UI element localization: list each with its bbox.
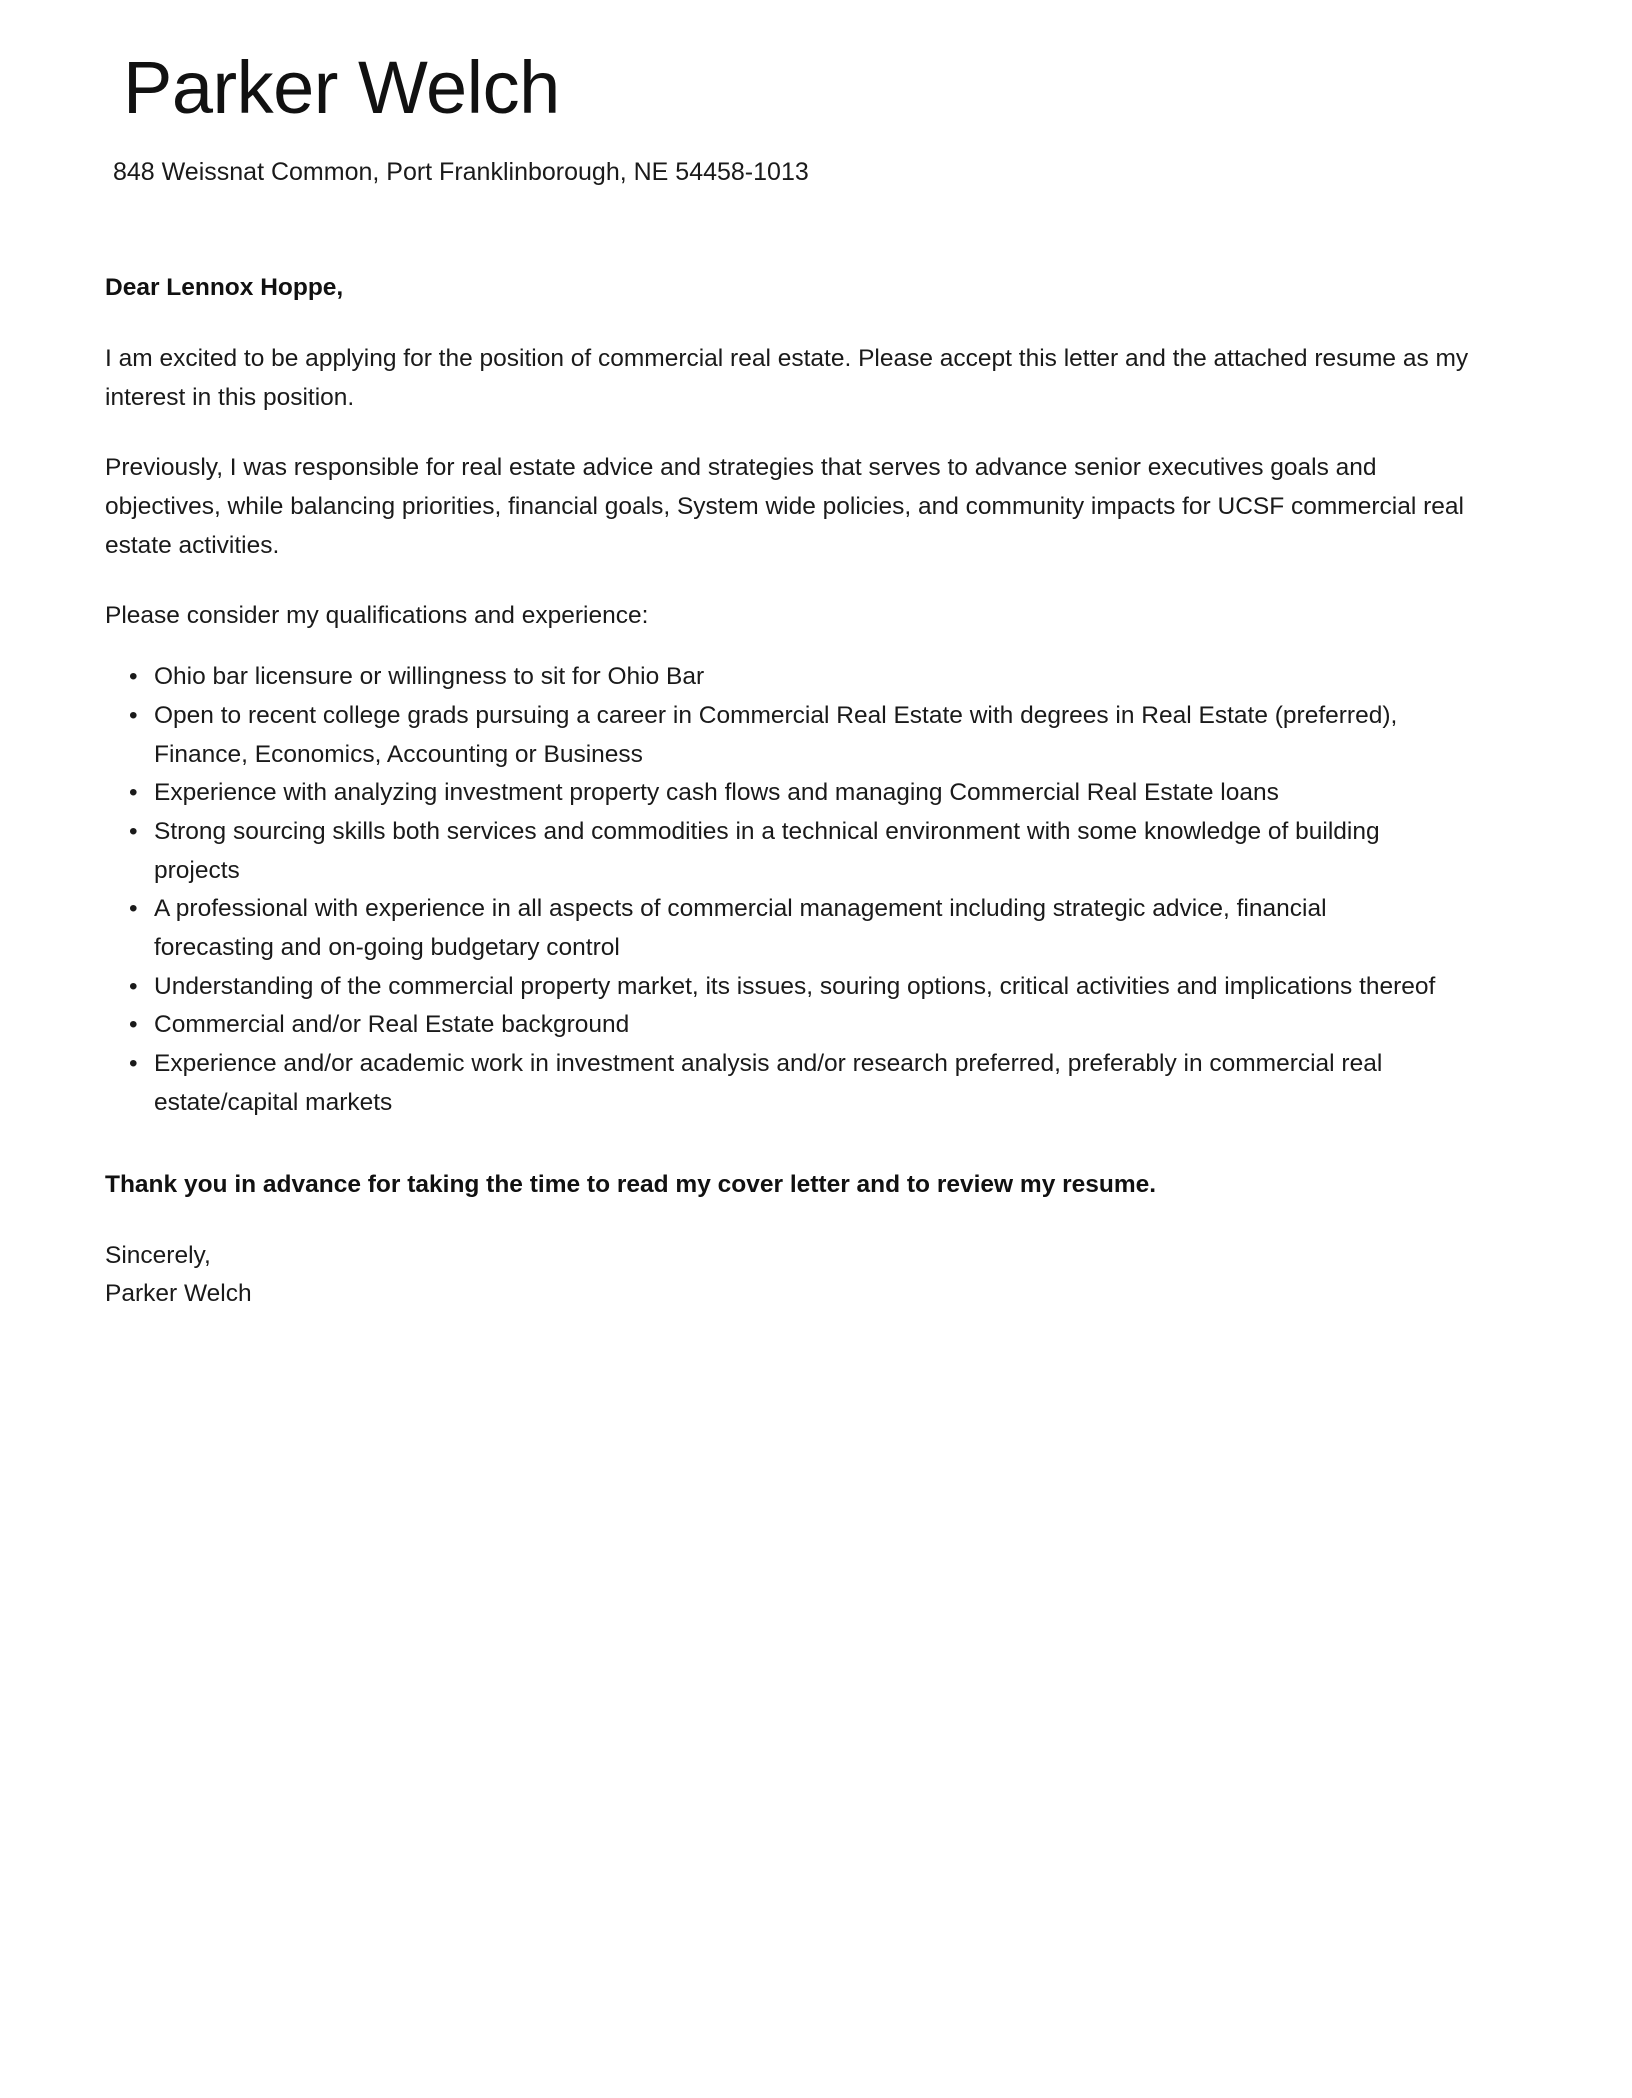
closing-word: Sincerely, (105, 1242, 211, 1270)
list-item: • A professional with experience in all aspects of commercial management including strategic advice, financial forecasting and on-going budgetary control (105, 890, 1445, 967)
list-item: • Strong sourcing skills both services and commodities in a technical environment with some knowledge of building projects (105, 813, 1445, 890)
thank-you-line: Thank you in advance for taking the time to read my cover letter and to review my resume. (105, 1170, 1157, 1198)
list-item: • Experience and/or academic work in investment analysis and/or research preferred, preferably in commercial real estate/capital markets (105, 1045, 1445, 1122)
list-item: • Experience with analyzing investment property cash flows and managing Commercial Real Estate loans (105, 774, 1445, 813)
list-item: • Ohio bar licensure or willingness to sit for Ohio Bar (105, 658, 1445, 697)
letter-body (105, 270, 1490, 1311)
list-item: • Commercial and/or Real Estate background (105, 1006, 1445, 1045)
signature-block (105, 1237, 1490, 1311)
page-title: Parker Welch (123, 46, 560, 129)
body-paragraph-1: I am excited to be applying for the position of commercial real estate. Please accept this letter and the attached resume as my interest in this position. (105, 344, 1469, 411)
signature-name: Parker Welch (105, 1279, 252, 1307)
letter-content (105, 0, 1505, 1312)
letter-closing (105, 1167, 1490, 1312)
list-item: • Understanding of the commercial property market, its issues, souring options, critical activities and implications thereof (105, 968, 1445, 1007)
letter-header (105, 0, 1505, 188)
body-paragraph-2: Previously, I was responsible for real estate advice and strategies that serves to advance senior executives goals and objectives, while balancing priorities, financial goals, System wide policies, and community impacts for UCSF commercial real estate activities. (105, 454, 1464, 559)
qualifications-intro: Please consider my qualifications and experience: (105, 602, 649, 630)
salutation: Dear Lennox Hoppe, (105, 274, 344, 302)
qualifications-list (105, 658, 1490, 1122)
list-item: • Open to recent college grads pursuing a career in Commercial Real Estate with degrees in Real Estate (preferred), Finance, Economics, Accounting or Business (105, 697, 1445, 774)
applicant-address: 848 Weissnat Common, Port Franklinborough, NE 54458-1013 (113, 157, 809, 186)
